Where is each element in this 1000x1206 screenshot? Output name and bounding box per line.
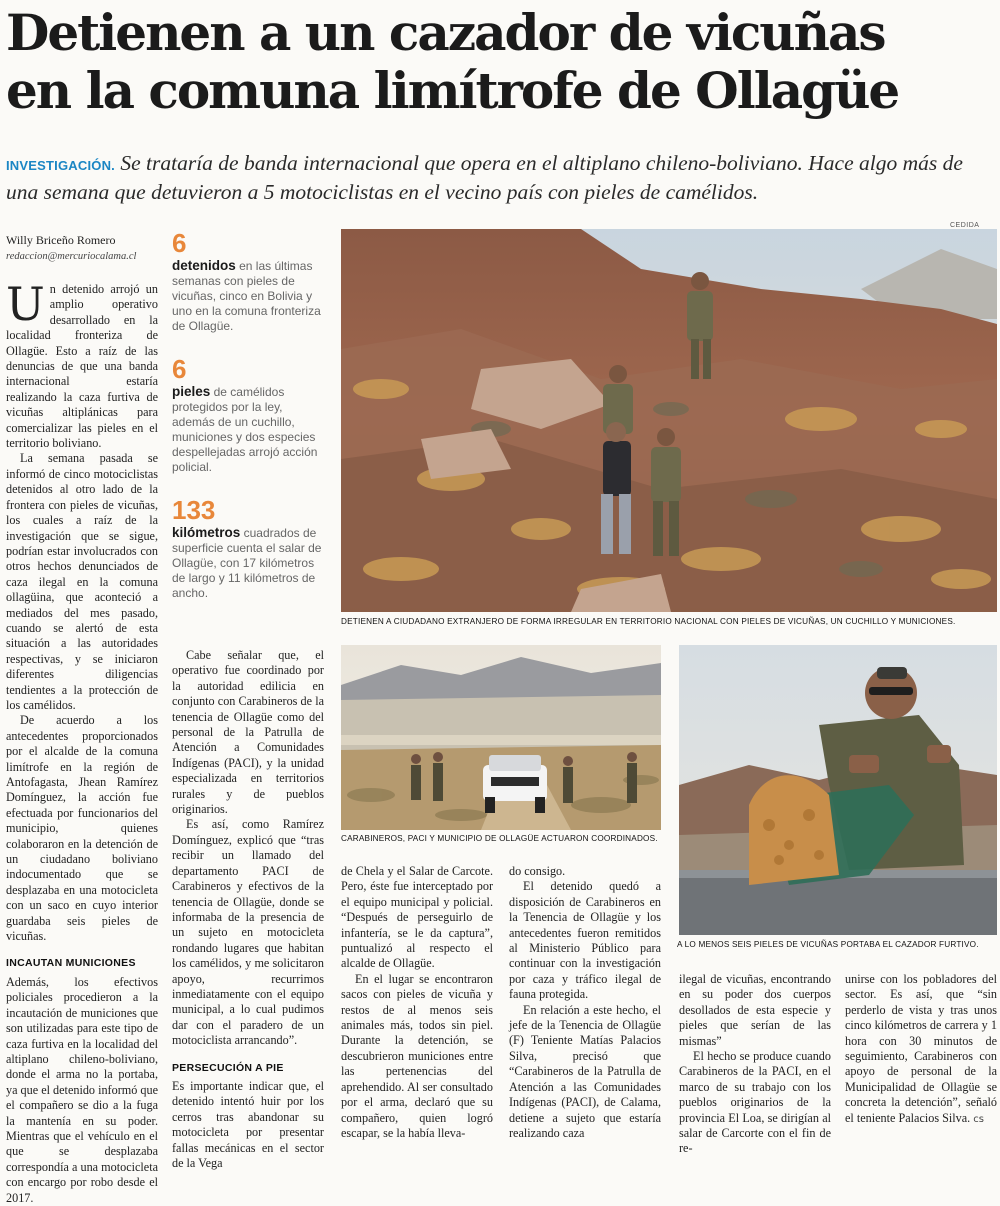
- paragraph: ilegal de vicuñas, encontrando en su poder dos cuerpos desollados de esta especie y pieles que serían de las mismas”: [679, 972, 831, 1048]
- photo-caption-pelts: A LO MENOS SEIS PIELES DE VICUÑAS PORTABA EL CAZADOR FURTIVO.: [677, 940, 979, 949]
- paragraph: La semana pasada se informó de cinco motociclistas detenidos al otro lado de la frontera con pieles de vicuñas, los cuales a raíz de la investigación que se sigue, podrían estar involucrados con otros hechos denunciados de caza ilegal en la comuna ollagüina, que aconteció a mediados del mes pasado, cuando se alertó de esta situación a las autoridades respectivas, y se iniciaron diferentes diligencias tendientes a la protección de los camélidos.: [6, 451, 158, 712]
- paragraph: Es así, como Ramírez Domínguez, explicó que “tras recibir un llamado del departamento PACI de Carabineros y efectivos de la tenencia de Ollagüe, donde se informaba de la presencia de un sujeto en motocicleta rondando lugares que habitan los camélidos, y me solicitaron apoyo, recurrimos inmediatamente con el equipo municipal, a lo cual pudimos dar con el paradero de un motociclista arrancando”.: [172, 817, 324, 1048]
- subheadline: [6, 150, 996, 206]
- article-column-3: [341, 864, 493, 1141]
- headline: [6, 4, 996, 120]
- byline: [6, 233, 166, 262]
- paragraph: Además, los efectivos policiales procedieron a la incautación de municiones que son utilizadas para este tipo de caza furtiva en la localidad del altiplano chileno-boliviano, donde el arma no la portaba, ya que el detenido informó que el compañero se dio a la fuga la mantenía en su poder. Mientras que el vehículo en el que se desplazaba correspondía a una motocicleta con encargo por robo desde el 2017.: [6, 974, 158, 1205]
- photo-vehicle: [341, 645, 661, 830]
- section-subhead: PERSECUCIÓN A PIE: [172, 1061, 284, 1074]
- paragraph: El detenido quedó a disposición de Carabineros en la Tenencia de Ollagüe y los antecedentes fueron remitidos al Ministerio Público para continuar con la investigación por caza y tráfico ilegal de fauna protegida.: [509, 879, 661, 1002]
- paragraph: En el lugar se encontraron sacos con pieles de vicuña y restos de al menos seis animales más, todos sin piel. Durante la detención, se descubrieron municiones entre las pertenencias del aprehendido. Al ser consultado por el arma, declaró que su compañero, quien logró escapar, se la había lleva-: [341, 971, 493, 1140]
- headline-line-1: Detienen a un cazador de vicuñas: [6, 3, 885, 62]
- end-mark: cs: [973, 1113, 984, 1125]
- paragraph: De acuerdo a los antecedentes proporcionados por el alcalde de la comuna limítrofe en la región de Antofagasta, Jhean Ramírez Domínguez, la acción fue efectuada por funcionarios del municipio, quienes colaboraron en la detención de un ciudadano boliviano indocumentado que se desplazaba en una motocicleta con un saco en cuyo interior guardaba seis pieles de vicuñas.: [6, 713, 158, 944]
- article-column-6: [845, 972, 997, 1127]
- stat-text: kilómetros cuadrados de superficie cuenta el salar de Ollagüe, con 17 kilómetros de largo y 11 kilómetros de ancho.: [172, 525, 322, 600]
- stats-sidebar: [172, 228, 326, 621]
- stat-number: 6: [172, 354, 187, 384]
- drop-cap: U: [6, 277, 45, 331]
- article-column-1: [6, 277, 158, 1206]
- paragraph-text: n detenido arrojó un amplio operativo desarrollado en la localidad fronteriza de Ollagüe. Esto a raíz de las denuncias de que una banda internacional estaría realizando la caza furtiva de vicuñas altiplánicas para comercializar las pieles en el territorio boliviano.: [6, 282, 158, 451]
- section-subhead: INCAUTAN MUNICIONES: [6, 957, 136, 970]
- stat-text: detenidos en las últimas semanas con pieles de vicuñas, cinco en Bolivia y uno en la comuna fronteriza de Ollagüe.: [172, 258, 321, 333]
- stat-block: [172, 495, 326, 601]
- paragraph: El hecho se produce cuando Carabineros de la PACI, en el marco de su trabajo con los pueblos originarios de la provincia El Loa, se dirigían al salar de Carcorte con el fin de re-: [679, 1049, 831, 1156]
- paragraph: unirse con los pobladores del sector. Es así, que “sin perderlo de vista y tras unos cinco kilómetros de carrera y 1 hora con 30 minutos de seguimiento, Carabineros con apoyo de personal de la Municipalidad de Ollagüe se concreta la detención”, señaló el teniente Palacios Silva. cs: [845, 972, 997, 1125]
- byline-author: Willy Briceño Romero: [6, 233, 116, 247]
- headline-line-2: en la comuna limítrofe de Ollagüe: [6, 61, 899, 120]
- section-kicker: INVESTIGACIÓN.: [6, 158, 115, 173]
- stat-text: pieles de camélidos protegidos por la ley, además de un cuchillo, municiones y dos especies despellejadas arrojó acción policial.: [172, 384, 318, 474]
- byline-email[interactable]: redaccion@mercuriocalama.cl: [6, 251, 137, 262]
- paragraph: do consigo.: [509, 864, 566, 878]
- subheadline-text: Se trataría de banda internacional que opera en el altiplano chileno-boliviano. Hace algo más de una semana que detuvieron a 5 motociclistas en el vecino país con pieles de camélidos.: [6, 151, 963, 204]
- photo-officer-pelts: [679, 645, 997, 935]
- article-column-5: [679, 972, 831, 1157]
- photo-caption-vehicle: CARABINEROS, PACI Y MUNICIPIO DE OLLAGÜE ACTUARON COORDINADOS.: [341, 834, 658, 843]
- article-column-2: [172, 648, 324, 1171]
- stat-number: 133: [172, 495, 216, 525]
- paragraph: de Chela y el Salar de Carcote. Pero, éste fue interceptado por el equipo municipal y policial. “Después de perseguirlo de infantería, se le da captura”, puntualizó al respecto el alcalde de Ollagüe.: [341, 864, 493, 971]
- paragraph: En relación a este hecho, el jefe de la Tenencia de Ollagüe (F) Teniente Matías Palacios Silva, precisó que “Carabineros de la Patrulla de Atención a las Comunidades Indígenas (PACI), de Calama, detiene a sujeto que estaría realizando caza: [509, 1002, 661, 1140]
- photo-caption-main: DETIENEN A CIUDADANO EXTRANJERO DE FORMA IRREGULAR EN TERRITORIO NACIONAL CON PIELES DE VICUÑAS, UN CUCHILLO Y MUNICIONES.: [341, 617, 956, 626]
- stat-block: [172, 228, 326, 334]
- paragraph: [6, 277, 158, 451]
- paragraph: Es importante indicar que, el detenido intentó huir por los cerros tras abandonar su motocicleta por presentar fallas mecánicas en el sector de la Vega: [172, 1078, 324, 1170]
- article-column-4: [509, 864, 661, 1141]
- stat-block: [172, 354, 326, 475]
- paragraph: Cabe señalar que, el operativo fue coordinado por la autoridad edilicia en conjunto con Carabineros de la tenencia de Ollagüe como del personal de la Patrulla de Atención a Comunidades Indígenas (PACI), y la unidad especializada en territorios rurales y de pueblos originarios.: [172, 648, 324, 817]
- main-photo: [341, 229, 997, 612]
- stat-number: 6: [172, 228, 187, 258]
- photo-credit: CEDIDA: [950, 222, 980, 229]
